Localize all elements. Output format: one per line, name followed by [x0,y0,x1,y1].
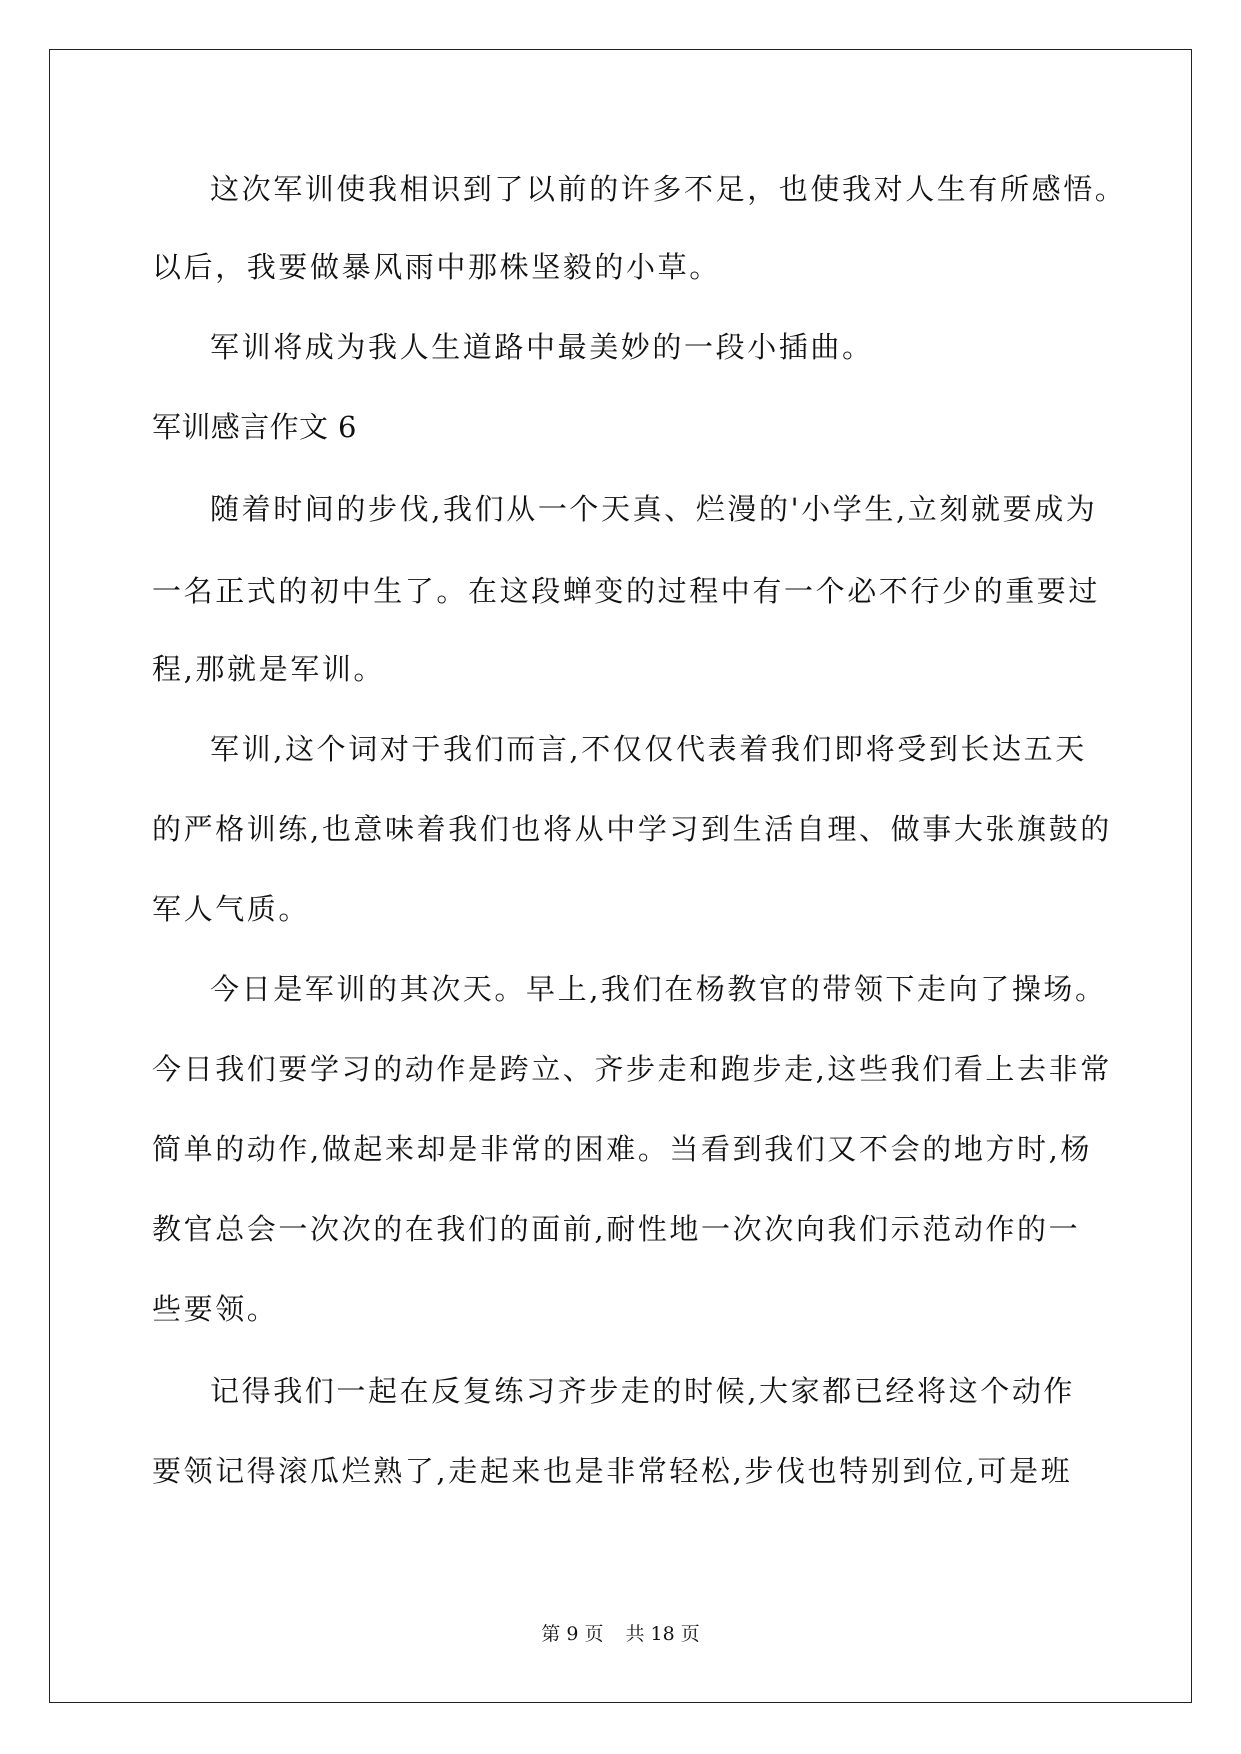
page-total: 共 18 页 [625,1623,700,1645]
text-line: 今日我们要学习的动作是跨立、齐步走和跑步走,这些我们看上去非常 [152,1052,1112,1086]
text-line: 程,那就是军训。 [152,652,386,686]
text-line: 记得我们一起在反复练习齐步走的时候,大家都已经将这个动作 [210,1374,1076,1408]
text-line: 军训,这个词对于我们而言,不仅仅代表着我们即将受到长达五天 [210,732,1087,766]
text-line: 军训将成为我人生道路中最美妙的一段小插曲。 [210,330,874,364]
text-line: 以后，我要做暴风雨中那株坚毅的小草。 [152,250,721,284]
text-line: 简单的动作,做起来却是非常的困难。当看到我们又不会的地方时,杨 [152,1132,1093,1166]
text-line: 随着时间的步伐,我们从一个天真、烂漫的'小学生,立刻就要成为 [210,492,1098,526]
text-line: 的严格训练,也意味着我们也将从中学习到生活自理、做事大张旗鼓的 [152,812,1112,846]
text-line: 这次军训使我相识到了以前的许多不足，也使我对人生有所感悟。 [210,172,1127,206]
text-line: 一名正式的初中生了。在这段蝉变的过程中有一个必不行少的重要过 [152,574,1101,608]
page-number: 第 9 页 [541,1623,604,1645]
text-line: 些要领。 [152,1292,279,1326]
text-line: 今日是军训的其次天。早上,我们在杨教官的带领下走向了操场。 [210,972,1107,1006]
text-line: 要领记得滚瓜烂熟了,走起来也是非常轻松,步伐也特别到位,可是班 [152,1454,1073,1488]
text-line: 军人气质。 [152,892,311,926]
page-footer [0,1623,1241,1645]
section-heading: 军训感言作文 6 [152,410,357,444]
text-line: 教官总会一次次的在我们的面前,耐性地一次次向我们示范动作的一 [152,1212,1081,1246]
